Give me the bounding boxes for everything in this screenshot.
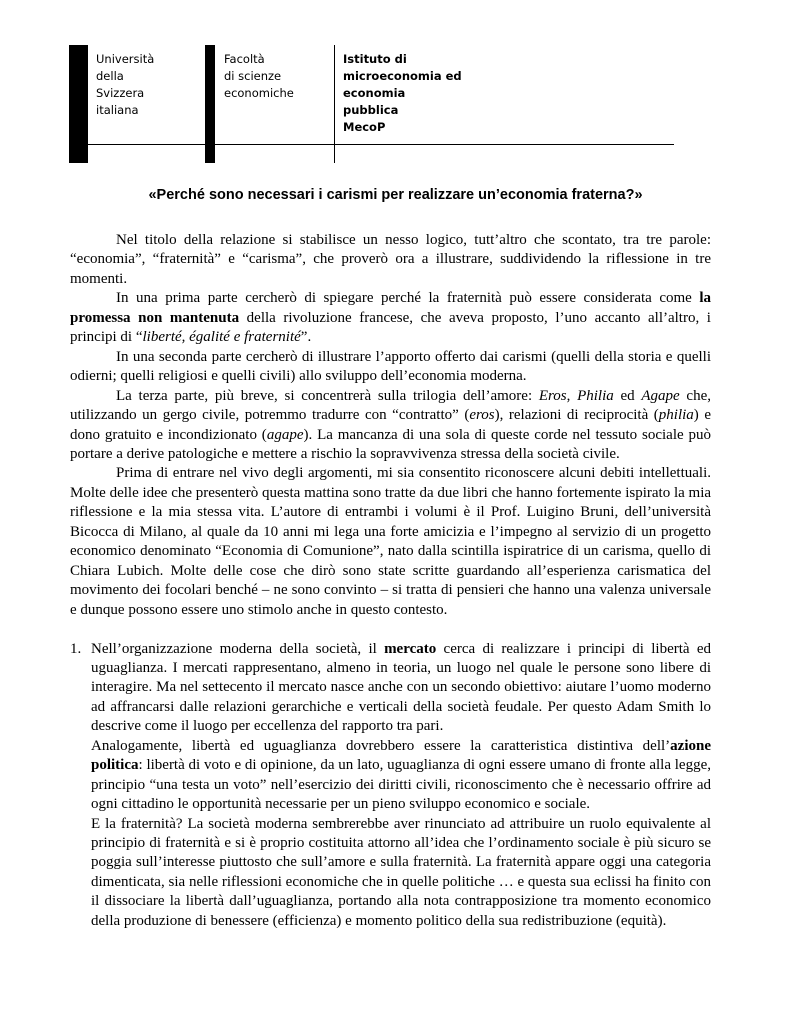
intro-paragraph-1: Nel titolo della relazione si stabilisce un nesso logico, tutt’altro che scontato, tra tre parole: “economia”, “fraternità” e “carisma”, che proverò ora a illustrare, suddividendo la riflessione in tre momenti.	[70, 232, 711, 287]
section-1	[70, 640, 711, 932]
section-1-paragraph-3: E la fraternità? La società moderna sembrerebbe aver rinunciato ad attribuire un ruolo equivalente al principio di fraternità e si è proprio costituita attorno all’idea che l’ordinamento sociale è più sicuro se poggia sull’interesse piuttosto che sull’amore e sulla fraternità. La fraternità appare oggi una categoria dimenticata, sia nelle riflessioni economiche che in quelle politiche … e questa sua eclissi ha finito con il dissociare la libertà dall’uguaglianza, portando alla nota contrapposizione tra momento economico della produzione di benessere (efficienza) e momento politico della sua redistribuzione (equità).	[91, 815, 711, 929]
section-1-paragraph-2: Analogamente, libertà ed uguaglianza dovrebbero essere la caratteristica distintiva dell’azione politica: libertà di voto e di opinione, da un lato, uguaglianza di ogni essere umano di fronte alla legge, principio “una testa un voto” nell’esercizio dei diritti civili, riconoscimento che è necessario offrire ad ogni cittadino le opportunità necessarie per un pieno sviluppo economico e sociale.	[91, 737, 711, 813]
intro-paragraph-3: In una seconda parte cercherò di illustrare l’apporto offerto dai carismi (quelli della storia e quelli odierni; quelli religiosi e quelli civili) allo sviluppo dell’economia moderna.	[70, 348, 711, 385]
faculty-name: Facoltà di scienze economiche	[224, 52, 294, 100]
intro-paragraph-4: La terza parte, più breve, si concentrerà sulla trilogia dell’amore: Eros, Philia ed Agape che, utilizzando un gergo civile, potremmo tradurre con “contratto” (eros), relazioni di reciprocità (philia) e dono gratuito e incondizionato (agape). La mancanza di una sola di queste corde nel tessuto sociale può portare a derive patologiche e mettere a rischio la sopravvivenza stressa della società civile.	[70, 387, 711, 462]
document-body	[70, 231, 711, 931]
section-number: 1.	[70, 640, 82, 657]
letterhead-bar-2	[205, 45, 215, 163]
letterhead-divider	[334, 45, 335, 163]
intro-paragraph-2: In una prima parte cercherò di spiegare perché la fraternità può essere considerata come la promessa non mantenuta della rivoluzione francese, che aveva proposto, l’uno accanto all’altro, i principi di “liberté, égalité e fraternité”.	[70, 290, 711, 346]
document-title: «Perché sono necessari i carismi per realizzare un’economia fraterna?»	[148, 187, 643, 203]
section-1-paragraph-1: Nell’organizzazione moderna della società, il mercato cerca di realizzare i principi di libertà ed uguaglianza. I mercati rappresentano, almeno in teoria, un luogo nel quale le persone sono libere di interagire. Ma nel settecento il mercato nasce anche con un secondo obiettivo: aiutare l’uomo moderno ad affrancarsi dalle relazioni gerarchiche e verticali della società feudale. Per questo Adam Smith lo descrive come il luogo per eccellenza del rapporto tra pari.	[91, 640, 711, 735]
letterhead-rule	[88, 144, 674, 145]
institute-name: Istituto di microeconomia ed economia pubblica MecoP	[343, 52, 462, 134]
university-name: Università della Svizzera italiana	[96, 52, 155, 117]
letterhead-bar-1	[69, 45, 88, 163]
intro-paragraph-5: Prima di entrare nel vivo degli argomenti, mi sia consentito riconoscere alcuni debiti intellettuali. Molte delle idee che presenterò questa mattina sono tratte da due libri che hanno fortemente ispirato la mia riflessione e la mia stessa vita. L’autore di entrambi i volumi è il Prof. Luigino Bruni, dell’università Bicocca di Milano, al quale da 10 anni mi lega una forte amicizia e l’impegno al servizio di un progetto economico denominato “Economia di Comunione”, nato dalla scintilla ispiratrice di un carisma, quello di Chiara Lubich. Molte delle cose che dirò sono state scritte guardando all’esperienza carismatica del movimento dei focolari benché – ne sono convinto – si tratta di pensieri che hanno una valenza universale e dunque possono essere uno stimolo anche in questo contesto.	[70, 465, 712, 618]
